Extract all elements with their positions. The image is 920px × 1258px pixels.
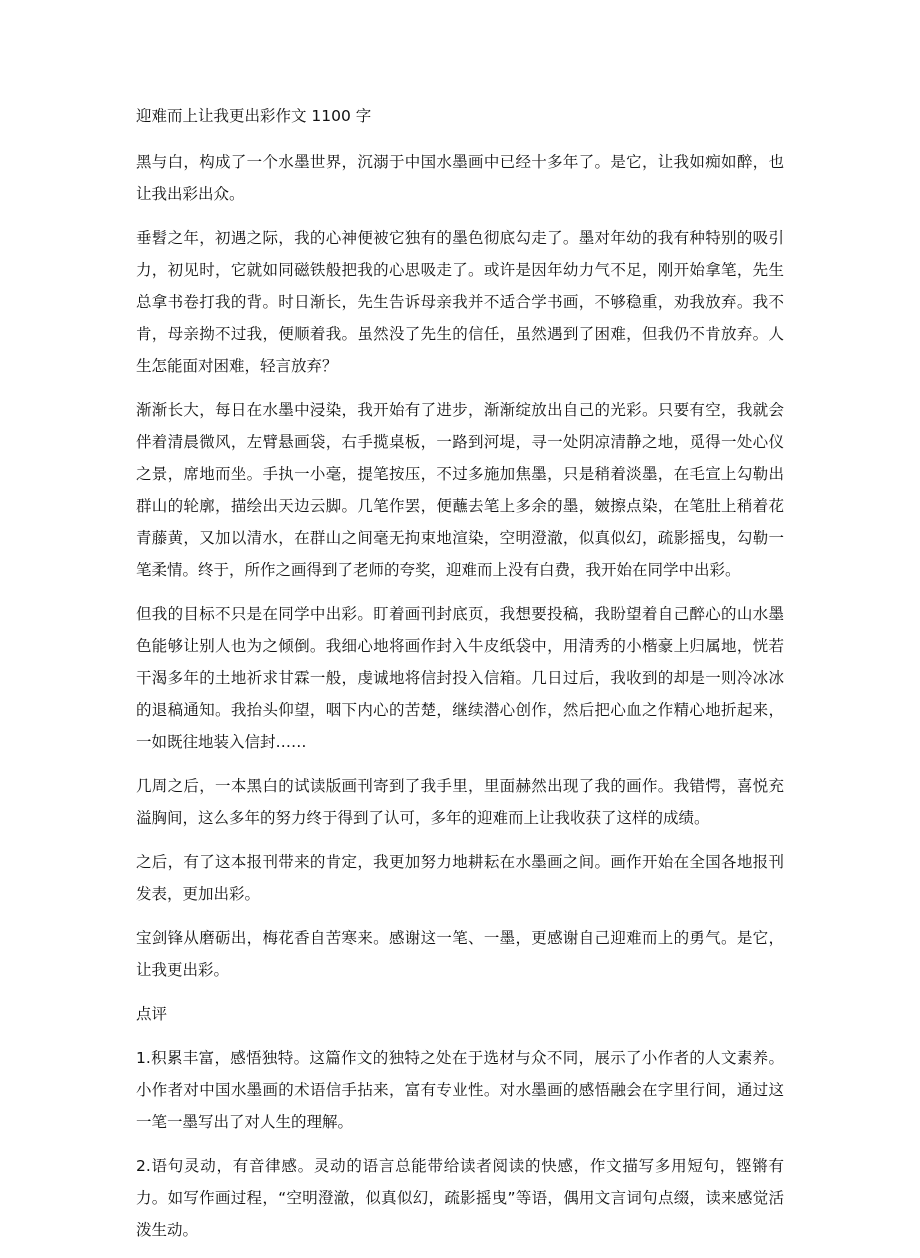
essay-paragraph: 黑与白，构成了一个水墨世界，沉溺于中国水墨画中已经十多年了。是它，让我如痴如醉，也让我出彩出众。 bbox=[136, 153, 784, 203]
comment-item: 1.积累丰富，感悟独特。这篇作文的独特之处在于选材与众不同，展示了小作者的人文素养。小作者对中国水墨画的术语信手拈来，富有专业性。对水墨画的感悟融会在字里行间，通过这一笔一墨写出了对人生的理解。 bbox=[136, 1049, 784, 1131]
comment-item: 2.语句灵动，有音律感。灵动的语言总能带给读者阅读的快感，作文描写多用短句，铿锵有力。如写作画过程，“空明澄澈，似真似幻，疏影摇曳”等语，偶用文言词句点缀，读来感觉活泼生动。 bbox=[136, 1157, 784, 1239]
document-page bbox=[136, 100, 784, 1258]
essay-paragraph: 渐渐长大，每日在水墨中浸染，我开始有了进步，渐渐绽放出自己的光彩。只要有空，我就会伴着清晨微风，左臂悬画袋，右手揽桌板，一路到河堤，寻一处阴凉清静之地，觅得一处心仪之景，席地而坐。手执一小毫，提笔按压，不过多施加焦墨，只是稍着淡墨，在毛宣上勾勒出群山的轮廓，描绘出天边云脚。几笔作罢，便蘸去笔上多余的墨，皴擦点染，在笔肚上稍着花青藤黄，又加以清水，在群山之间毫无拘束地渲染，空明澄澈，似真似幻，疏影摇曳，勾勒一笔柔情。终于，所作之画得到了老师的夸奖，迎难而上没有白费，我开始在同学中出彩。 bbox=[136, 401, 784, 579]
essay-paragraph: 但我的目标不只是在同学中出彩。盯着画刊封底页，我想要投稿，我盼望着自己醉心的山水墨色能够让别人也为之倾倒。我细心地将画作封入牛皮纸袋中，用清秀的小楷豪上归属地，恍若干渴多年的土地祈求甘霖一般，虔诚地将信封投入信箱。几日过后，我收到的却是一则冷冰冰的退稿通知。我抬头仰望，咽下内心的苦楚，继续潜心创作，然后把心血之作精心地折起来，一如既往地装入信封…… bbox=[136, 605, 784, 751]
essay-paragraph: 垂髫之年，初遇之际，我的心神便被它独有的墨色彻底勾走了。墨对年幼的我有种特别的吸引力，初见时，它就如同磁铁般把我的心思吸走了。或许是因年幼力气不足，刚开始拿笔，先生总拿书卷打我的背。时日渐长，先生告诉母亲我并不适合学书画，不够稳重，劝我放弃。我不肯，母亲拗不过我，便顺着我。虽然没了先生的信任，虽然遇到了困难，但我仍不肯放弃。人生怎能面对困难，轻言放弃？ bbox=[136, 229, 784, 375]
comment-heading: 点评 bbox=[136, 1005, 168, 1023]
essay-paragraph: 几周之后，一本黑白的试读版画刊寄到了我手里，里面赫然出现了我的画作。我错愕，喜悦充溢胸间，这么多年的努力终于得到了认可，多年的迎难而上让我收获了这样的成绩。 bbox=[136, 777, 784, 827]
essay-paragraph: 宝剑锋从磨砺出，梅花香自苦寒来。感谢这一笔、一墨，更感谢自己迎难而上的勇气。是它，让我更出彩。 bbox=[136, 929, 784, 979]
essay-paragraph: 之后，有了这本报刊带来的肯定，我更加努力地耕耘在水墨画之间。画作开始在全国各地报刊发表，更加出彩。 bbox=[136, 853, 784, 903]
essay-title: 迎难而上让我更出彩作文 1100 字 bbox=[136, 107, 372, 125]
